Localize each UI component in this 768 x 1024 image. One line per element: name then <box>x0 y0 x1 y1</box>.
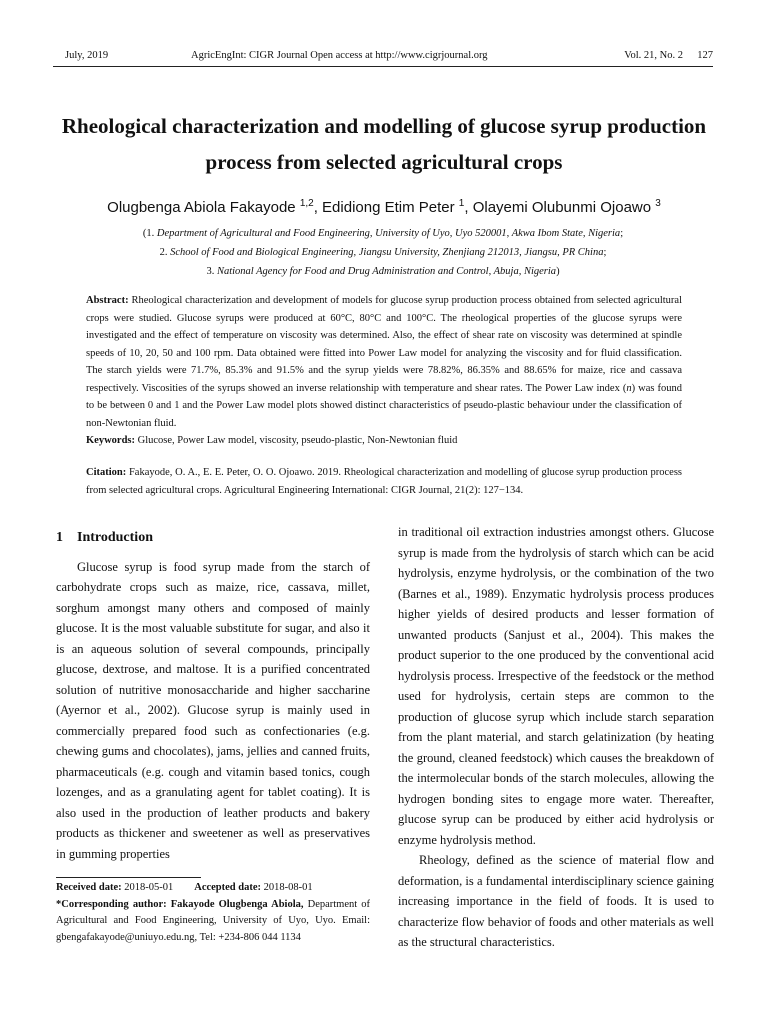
paper-title: Rheological characterization and modelling of glucose syrup production process from selected agricultural crops <box>61 114 707 174</box>
abstract-text: Rheological characterization and development of models for glucose syrup production process obtained from selected agricultural crops were studied. Glucose syrups were produced at 60°C, 80°C and 100°C. The rheological properties of the glucose syrups were investigated and the effect of temperature on viscosity was determined. Also, the effect of shear rate on viscosity was determined at spindle speeds of 10, 20, 50 and 100 rpm. Data obtained were fitted into Power Law model for analyzing the viscosity and for fluid classification. The starch yields were 71.7%, 85.3% and 91.5% and the syrup yields were 78.82%, 86.35% and 88.65% for maize, rice and cassava respectively. Viscosities of the syrups showed an inverse relationship with temperature and shear rates. The Power Law index ( <box>86 295 682 394</box>
header-journal: AgricEngInt: CIGR Journal Open access at http://www.cigrjournal.org <box>191 50 488 61</box>
affiliation-2: 2. School of Food and Biological Engineering, Jiangsu University, Zhenjiang 212013, Jiangsu, PR China; <box>159 247 607 258</box>
running-header <box>53 50 713 66</box>
dates-line <box>56 880 370 897</box>
affiliation-1: (1. Department of Agricultural and Food Engineering, University of Uyo, Uyo 520001, Akwa Ibom State, Nigeria; <box>142 228 624 239</box>
abstract-n: n <box>626 382 632 394</box>
author-3-affil: 3 <box>655 198 661 209</box>
received-label: Received date: <box>56 882 122 893</box>
author-2: , Edidiong Etim Peter <box>313 199 459 216</box>
intro-paragraph-1-cont: in traditional oil extraction industries amongst others. Glucose syrup is made from the hydrolysis of starch which can be acid hydrolysis, enzyme hydrolysis, or the combination of the two (Barnes et al., 1989). Enzymatic hydrolysis process produces higher yields of desired products and lesser formation of unwanted products (Sanjust et al., 2004). This makes the product superior to the one produced by the conventional acid hydrolysis process. Irrespective of the feedstock or the method used for hydrolysis, certain steps are common to the production of glucose syrup which include starch separation from the plant material, and starch gelatinization (by heating the ground, cleaned feedstock) which causes the breakdown of the intermolecular bonds of the starch molecules, allowing the hydrogen bonding sites to engage more water. Thereafter, glucose syrup can be produced by either acid hydrolysis or enzyme hydrolysis method. <box>398 525 714 847</box>
abstract-text-2: ) was found to be between 0 and 1 and the Power Law model plots showed distinct characteristics of pseudo-plastic behaviour under the classification of non-Newtonian fluid. <box>86 382 682 429</box>
header-page-number: 127 <box>697 50 713 61</box>
footnote <box>56 880 370 946</box>
right-column <box>398 522 714 953</box>
corresponding-author <box>56 897 370 947</box>
received-date: 2018-05-01 <box>121 882 174 893</box>
keywords-text: Glucose, Power Law model, viscosity, pseudo-plastic, Non-Newtonian fluid <box>135 435 458 446</box>
accepted-label: Accepted date: <box>194 882 262 893</box>
corr-label: *Corresponding author: Fakayode Olugbenga Abiola, <box>56 898 304 910</box>
author-3: , Olayemi Olubunmi Ojoawo <box>464 199 656 216</box>
keywords <box>86 432 682 450</box>
citation <box>86 464 682 499</box>
intro-paragraph-1: Glucose syrup is food syrup made from the starch of carbohydrate crops such as maize, rice, cassava, millet, sorghum amongst many others and composed of mainly glucose. It is the most valuable substitute for sugar, and also it is an aqueous solution of several compounds, principally glucose, dextrose, and maltose. It is a purified concentrated solution of nutritive monosaccharide and higher saccharine (Ayernor et al., 2002). Glucose syrup is mainly used in commercially prepared food such as confectionaries (e.g. chewing gums and chocolates), jams, jellies and canned fruits, pharmaceuticals (e.g. cough and vitamin based tonics, cough lozenges, and as a granulating agent for tablet coating). It is also used in the production of leather products and bakery products as thickener and sweetener as well as preservatives in gumming properties <box>56 559 370 861</box>
corr-text: Department of Agricultural and Food Engineering, University of Uyo, Uyo. Email: gbengafakayode@uniuyo.edu.ng, Tel: +234-806 044 1134 <box>56 898 371 943</box>
footnote-rule <box>56 877 201 878</box>
left-column <box>56 522 370 864</box>
author-2-affil: 1 <box>458 198 465 209</box>
affiliation-3: 3. National Agency for Food and Drug Administration and Control, Abuja, Nigeria) <box>206 266 560 277</box>
header-volume: Vol. 21, No. 2 <box>624 50 683 61</box>
section-heading: 1 Introduction <box>56 530 153 545</box>
accepted-date: 2018-08-01 <box>261 882 313 893</box>
affiliations <box>53 224 713 281</box>
citation-text: Fakayode, O. A., E. E. Peter, O. O. Ojoawo. 2019. Rheological characterization and modelling of glucose syrup production process from selected agricultural crops. Agricultural Engineering International: CIGR Journal, 21(2): 127−134. <box>86 467 682 496</box>
abstract <box>86 292 682 450</box>
author-1: Olugbenga Abiola Fakayode <box>107 199 300 216</box>
header-date: July, 2019 <box>65 50 109 61</box>
citation-label: Citation: <box>86 467 127 478</box>
abstract-label: Abstract: <box>86 295 129 306</box>
author-1-affil: 1,2 <box>299 198 314 209</box>
keywords-label: Keywords: <box>86 435 135 446</box>
header-rule <box>53 66 713 67</box>
intro-paragraph-2: Rheology, defined as the science of material flow and deformation, is a fundamental interdisciplinary science gaining increasing importance in the field of foods. It is used to characterize flow behavior of foods and other materials as well as the structural characteristics. <box>398 853 714 949</box>
author-list <box>40 198 728 216</box>
